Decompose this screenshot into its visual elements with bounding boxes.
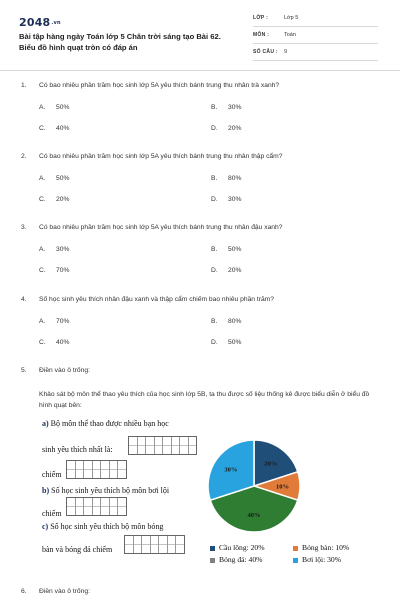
option-b[interactable] <box>211 104 241 111</box>
part-label: a) <box>42 419 49 428</box>
option-value: 20% <box>56 196 70 203</box>
option-b[interactable] <box>211 175 241 182</box>
option-b[interactable] <box>211 246 241 253</box>
part-a-line-1 <box>42 419 169 428</box>
meta-info <box>253 12 378 63</box>
option-a[interactable] <box>39 246 69 253</box>
option-d[interactable] <box>211 125 241 132</box>
question-text: Có bao nhiêu phần trăm học sinh lớp 5A yêu thích bánh trung thu nhân đậu xanh? <box>39 224 283 231</box>
option-a[interactable] <box>39 175 69 182</box>
meta-label: SỐ CÂU : <box>253 49 278 55</box>
meta-row-count <box>253 46 378 61</box>
answer-grid-c[interactable] <box>124 535 185 554</box>
part-b-line-1 <box>42 486 169 495</box>
question-text: Số học sinh yêu thích nhân đậu xanh và thập cẩm chiếm bao nhiêu phần trăm? <box>39 296 274 303</box>
meta-value: 9 <box>284 49 288 55</box>
legend-label: Bóng đá: 40% <box>219 555 263 564</box>
question-number: 3. <box>21 224 27 231</box>
part-c-line-2 <box>42 545 112 554</box>
option-value: 50% <box>228 339 242 346</box>
option-c[interactable] <box>39 267 69 274</box>
option-value: 50% <box>56 104 70 111</box>
meta-row-subject <box>253 29 378 44</box>
question-text: Có bao nhiêu phần trăm học sinh lớp 5A yêu thích bánh trung thu nhân trà xanh? <box>39 82 280 89</box>
option-a[interactable] <box>39 104 69 111</box>
meta-value: Toán <box>284 32 296 38</box>
option-letter: B. <box>211 318 218 325</box>
part-text: chiếm <box>42 509 62 518</box>
question-text: Điền vào ô trống: <box>39 367 90 374</box>
option-letter: B. <box>211 175 218 182</box>
legend-item-bong-ban <box>293 543 349 552</box>
option-letter: D. <box>211 196 218 203</box>
part-c-line-1 <box>42 522 163 531</box>
option-d[interactable] <box>211 196 241 203</box>
option-d[interactable] <box>211 339 241 346</box>
logo-text: 2048 <box>19 16 51 29</box>
legend-item-bong-da <box>210 555 262 564</box>
meta-value: Lớp 5 <box>284 15 299 21</box>
part-a-line-2 <box>42 445 113 454</box>
option-c[interactable] <box>39 339 69 346</box>
option-letter: A. <box>39 318 46 325</box>
option-b[interactable] <box>211 318 241 325</box>
legend-swatch <box>210 558 215 563</box>
legend-swatch <box>293 546 298 551</box>
part-text: Bộ môn thể thao được nhiều bạn học <box>50 419 169 428</box>
site-logo[interactable] <box>19 16 61 29</box>
part-text: Số học sinh yêu thích bộ môn bơi lội <box>51 486 170 495</box>
option-value: 30% <box>228 104 242 111</box>
option-d[interactable] <box>211 267 241 274</box>
option-letter: C. <box>39 267 46 274</box>
answer-grid-b[interactable] <box>66 497 127 516</box>
pie-label-1: 10% <box>276 483 290 491</box>
option-letter: B. <box>211 246 218 253</box>
option-value: 70% <box>56 318 70 325</box>
meta-label: LỚP : <box>253 15 269 21</box>
option-value: 40% <box>56 339 70 346</box>
legend-item-cau-long <box>210 543 265 552</box>
part-text: chiếm <box>42 470 62 479</box>
pie-label-0: 20% <box>264 460 278 468</box>
option-letter: D. <box>211 125 218 132</box>
option-letter: C. <box>39 339 46 346</box>
legend-item-boi-loi <box>293 555 341 564</box>
option-letter: D. <box>211 267 218 274</box>
logo-suffix: .vn <box>51 20 61 26</box>
option-letter: A. <box>39 104 46 111</box>
pie-chart <box>205 430 335 540</box>
option-a[interactable] <box>39 318 69 325</box>
option-value: 20% <box>228 267 242 274</box>
legend-label: Bơi lội: 30% <box>302 555 342 564</box>
part-text: Số học sinh yêu thích bộ môn bóng <box>50 522 164 531</box>
legend-swatch <box>210 546 215 551</box>
page-header <box>0 0 400 71</box>
option-value: 50% <box>56 175 70 182</box>
option-letter: A. <box>39 246 46 253</box>
pie-label-3: 30% <box>224 466 238 474</box>
option-value: 80% <box>228 318 242 325</box>
question-text: Điền vào ô trống: <box>39 588 90 595</box>
part-text: sinh yêu thích nhất là: <box>42 445 113 454</box>
option-letter: C. <box>39 196 46 203</box>
part-label: b) <box>42 486 50 495</box>
legend-swatch <box>293 558 298 563</box>
option-value: 30% <box>228 196 242 203</box>
question-number: 2. <box>21 153 27 160</box>
option-value: 70% <box>56 267 70 274</box>
meta-label: MÔN : <box>253 32 270 38</box>
meta-row-class <box>253 12 378 27</box>
part-text: bàn và bóng đá chiếm <box>42 545 113 554</box>
option-value: 40% <box>56 125 70 132</box>
option-c[interactable] <box>39 196 69 203</box>
part-a-line-3 <box>42 470 62 479</box>
question-number: 1. <box>21 82 27 89</box>
option-letter: C. <box>39 125 46 132</box>
option-letter: B. <box>211 104 218 111</box>
question-number: 6. <box>21 588 27 595</box>
legend-label: Cầu lông: 20% <box>219 543 265 552</box>
answer-grid-a-sport[interactable] <box>128 436 197 455</box>
legend-label: Bóng bàn: 10% <box>302 543 350 552</box>
option-c[interactable] <box>39 125 69 132</box>
worksheet-title: Bài tập hàng ngày Toán lớp 5 Chân trời sáng tạo Bài 62. Biểu đồ hình quạt tròn có đáp án <box>19 32 221 52</box>
option-value: 20% <box>228 125 242 132</box>
part-label: c) <box>42 522 49 531</box>
option-letter: A. <box>39 175 46 182</box>
option-value: 30% <box>56 246 70 253</box>
option-letter: D. <box>211 339 218 346</box>
option-value: 80% <box>228 175 242 182</box>
pie-label-2: 40% <box>247 512 261 520</box>
answer-grid-a-percent[interactable] <box>66 460 127 479</box>
part-b-line-2 <box>42 509 62 518</box>
question-text: Có bao nhiêu phần trăm học sinh lớp 5A yêu thích bánh trung thu nhân thập cẩm? <box>39 153 283 160</box>
option-value: 50% <box>228 246 242 253</box>
question-5-description: Khảo sát bộ môn thể thao yêu thích của học sinh lớp 5B, ta thu được số liệu thống kê được biểu diễn ở biểu đồ hình quạt bên: <box>39 391 370 409</box>
question-number: 5. <box>21 367 27 374</box>
question-number: 4. <box>21 296 27 303</box>
